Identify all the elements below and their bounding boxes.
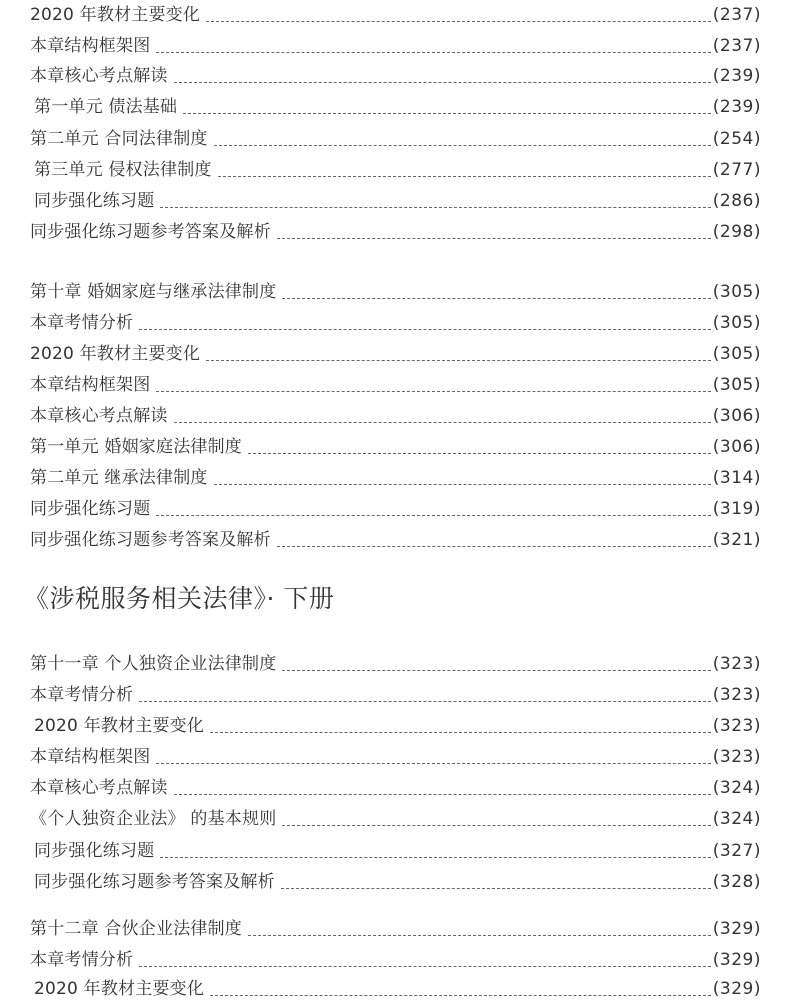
toc-entry: [30, 310, 761, 334]
dot-leader: [160, 206, 710, 208]
dot-leader: [218, 175, 711, 177]
dot-leader: [282, 669, 710, 671]
toc-entry-page: (321): [712, 530, 761, 550]
toc-entry-label: 同步强化练习题参考答案及解析: [34, 872, 275, 892]
toc-entry: [30, 682, 761, 706]
toc-entry-page: (254): [712, 129, 761, 149]
toc-chapter-entry: [30, 279, 761, 303]
toc-entry-label: 本章结构框架图: [30, 36, 151, 56]
toc-entry: [30, 806, 761, 830]
toc-entry: [30, 713, 761, 737]
toc-entry-page: (324): [712, 809, 761, 829]
toc-entry-label: 第一单元 债法基础: [34, 97, 178, 117]
toc-entry: [30, 372, 761, 396]
toc-entry-page: (277): [712, 160, 761, 180]
toc-entry: [30, 403, 761, 427]
toc-entry-page: (237): [712, 5, 761, 25]
toc-entry: [30, 219, 761, 243]
toc-entry-label: 同步强化练习题: [34, 841, 155, 861]
toc-entry-label: 本章考情分析: [30, 950, 134, 970]
toc-entry-page: (329): [712, 919, 761, 939]
toc-entry: [30, 126, 761, 150]
dot-leader: [281, 887, 711, 889]
toc-entry-page: (298): [712, 222, 761, 242]
dot-leader: [282, 824, 710, 826]
toc-entry-page: (305): [712, 282, 761, 302]
toc-entry-page: (286): [712, 191, 761, 211]
toc-entry-label: 第二单元 继承法律制度: [30, 468, 208, 488]
dot-leader: [282, 297, 710, 299]
toc-entry-page: (328): [712, 872, 761, 892]
dot-leader: [277, 237, 711, 239]
toc-entry: [30, 94, 761, 118]
toc-entry: [30, 341, 761, 365]
section-title: 《涉税服务相关法律》· 下册: [24, 584, 335, 613]
toc-entry: [30, 496, 761, 520]
dot-leader: [160, 856, 710, 858]
toc-entry-page: (323): [712, 685, 761, 705]
toc-entry-page: (305): [712, 313, 761, 333]
dot-leader: [156, 762, 710, 764]
toc-entry: [30, 157, 761, 181]
toc-entry-label: 同步强化练习题参考答案及解析: [30, 530, 271, 550]
toc-entry: [30, 947, 761, 971]
dot-leader: [174, 81, 711, 83]
toc-entry-page: (305): [712, 344, 761, 364]
dot-leader: [248, 934, 711, 936]
toc-entry-page: (305): [712, 375, 761, 395]
toc-entry-page: (323): [712, 654, 761, 674]
dot-leader: [206, 20, 711, 22]
toc-entry: [30, 838, 761, 862]
toc-entry-page: (239): [712, 97, 761, 117]
toc-entry: [30, 869, 761, 893]
toc-entry: [30, 775, 761, 799]
dot-leader: [277, 545, 711, 547]
dot-leader: [156, 51, 710, 53]
toc-entry: [30, 527, 761, 551]
toc-entry-label: 2020 年教材主要变化: [30, 5, 201, 25]
dot-leader: [214, 144, 711, 146]
toc-entry-label: 本章结构框架图: [30, 375, 151, 395]
toc-entry-page: (239): [712, 66, 761, 86]
toc-entry: [30, 434, 761, 458]
toc-entry-label: 本章考情分析: [30, 685, 134, 705]
toc-entry-page: (319): [712, 499, 761, 519]
toc-entry-label: 本章核心考点解读: [30, 66, 168, 86]
dot-leader: [174, 421, 711, 423]
dot-leader: [139, 965, 711, 967]
toc-entry-page: (329): [712, 979, 761, 999]
toc-entry-page: (327): [712, 841, 761, 861]
dot-leader: [248, 452, 711, 454]
toc-entry-page: (323): [712, 716, 761, 736]
dot-leader: [210, 731, 711, 733]
toc-entry: [30, 63, 761, 87]
toc-entry-page: (306): [712, 437, 761, 457]
toc-entry: [30, 188, 761, 212]
toc-entry-label: 本章结构框架图: [30, 747, 151, 767]
dot-leader: [139, 328, 711, 330]
dot-leader: [183, 112, 711, 114]
toc-entry-page: (324): [712, 778, 761, 798]
toc-entry-page: (237): [712, 36, 761, 56]
dot-leader: [206, 359, 711, 361]
toc-entry-label: 2020 年教材主要变化: [34, 979, 205, 999]
dot-leader: [174, 793, 711, 795]
toc-entry-label: 第十二章 合伙企业法律制度: [30, 919, 243, 939]
toc-entry: [30, 2, 761, 26]
toc-entry-label: 第二单元 合同法律制度: [30, 129, 208, 149]
toc-entry-page: (323): [712, 747, 761, 767]
toc-entry-label: 第十章 婚姻家庭与继承法律制度: [30, 282, 277, 302]
toc-entry-page: (306): [712, 406, 761, 426]
toc-entry-label: 第一单元 婚姻家庭法律制度: [30, 437, 243, 457]
toc-entry: [30, 33, 761, 57]
toc-entry-label: 本章核心考点解读: [30, 778, 168, 798]
dot-leader: [139, 700, 711, 702]
toc-entry: [30, 976, 761, 1000]
toc-entry-label: 同步强化练习题: [30, 499, 151, 519]
toc-entry-page: (329): [712, 950, 761, 970]
toc-entry-label: 2020 年教材主要变化: [34, 716, 205, 736]
dot-leader: [210, 994, 711, 996]
toc-entry: [30, 744, 761, 768]
dot-leader: [156, 514, 710, 516]
dot-leader: [156, 390, 710, 392]
toc-entry-label: 《个人独资企业法》 的基本规则: [30, 809, 277, 829]
toc-entry: [30, 465, 761, 489]
toc-entry-label: 本章核心考点解读: [30, 406, 168, 426]
toc-entry-label: 同步强化练习题: [34, 191, 155, 211]
toc-chapter-entry: [30, 916, 761, 940]
toc-entry-label: 第三单元 侵权法律制度: [34, 160, 212, 180]
toc-chapter-entry: [30, 651, 761, 675]
toc-entry-label: 本章考情分析: [30, 313, 134, 333]
dot-leader: [214, 483, 711, 485]
toc-entry-label: 第十一章 个人独资企业法律制度: [30, 654, 277, 674]
toc-entry-label: 同步强化练习题参考答案及解析: [30, 222, 271, 242]
toc-entry-page: (314): [712, 468, 761, 488]
toc-entry-label: 2020 年教材主要变化: [30, 344, 201, 364]
